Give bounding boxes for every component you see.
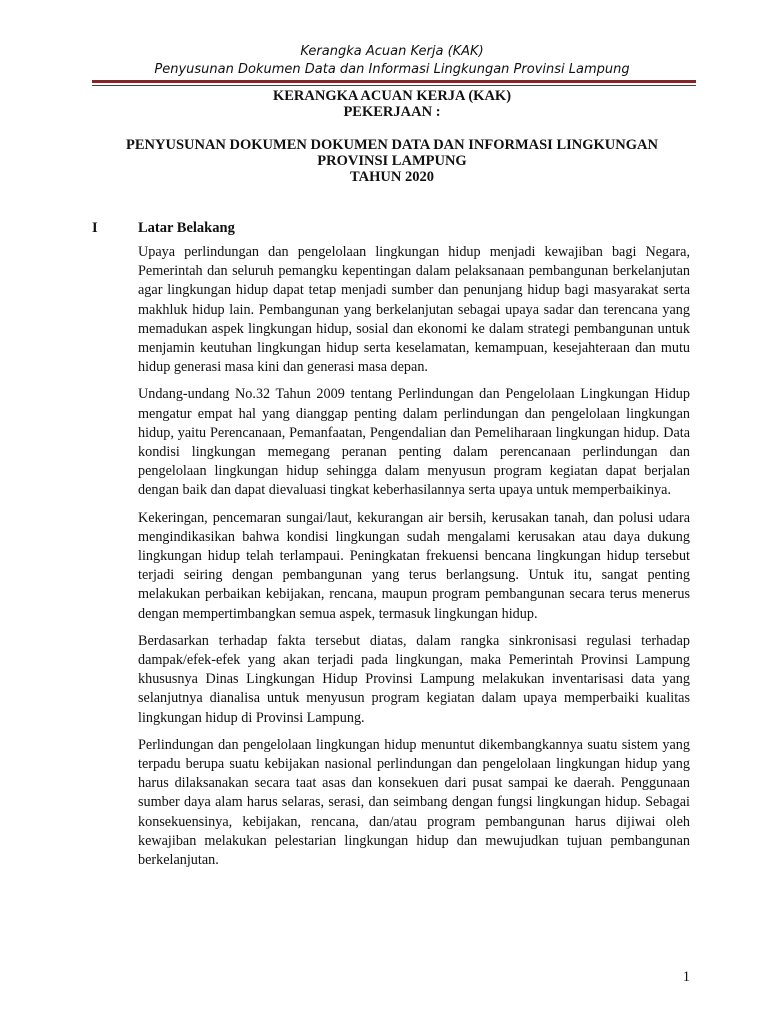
paragraph: Kekeringan, pencemaran sungai/laut, kekurangan air bersih, kerusakan tanah, dan polusi udara mengindikasikan bahwa kondisi lingkungan sudah mengalami kerusakan atau daya dukung lingkungan hidup telah terlampaui. Peningkatan frekuensi bencana lingkungan hidup tersebut terjadi seiring dengan pembangunan yang terus berlangsung. Untuk itu, sangat penting melakukan perbaikan kebijakan, rencana, maupun program pembangunan secara terus menerus dengan mempertimbangkan semua aspek, termasuk lingkungan hidup.: [138, 509, 690, 622]
document-title: [92, 88, 692, 185]
title-line2: PEKERJAAN :: [343, 104, 441, 120]
paragraph: Perlindungan dan pengelolaan lingkungan hidup menuntut dikembangkannya suatu sistem yang terpadu berupa suatu kebijakan nasional perlindungan dan pengelolaan lingkungan hidup yang harus dilaksanakan secara taat asas dan konsekuen dari pusat sampai ke daerah. Penggunaan sumber daya alam harus selaras, serasi, dan seimbang dengan fungsi lingkungan hidup. Sebagai konsekuensinya, kebijakan, rencana, dan/atau program pembangunan harus dijiwai oleh kewajiban melakukan pelestarian lingkungan hidup dan mewujudkan tujuan pembangunan berkelanjutan.: [138, 736, 690, 869]
title-line5: TAHUN 2020: [350, 169, 434, 185]
title-line3: PENYUSUNAN DOKUMEN DOKUMEN DATA DAN INFORMASI LINGKUNGAN: [126, 137, 658, 153]
title-line4: PROVINSI LAMPUNG: [317, 153, 467, 169]
section-number: I: [92, 220, 98, 236]
body-text: [138, 243, 690, 878]
running-header: [92, 43, 692, 79]
paragraph: Berdasarkan terhadap fakta tersebut diatas, dalam rangka sinkronisasi regulasi terhadap dampak/efek-efek yang akan terjadi pada lingkungan, maka Pemerintah Provinsi Lampung khususnya Dinas Lingkungan Hidup Provinsi Lampung melakukan inventarisasi data yang selanjutnya dianalisa untuk menyusun program kegiatan dalam upaya memperbaiki kualitas lingkungan hidup di Provinsi Lampung.: [138, 632, 690, 726]
section-title: Latar Belakang: [138, 220, 235, 236]
header-rule: [92, 80, 696, 86]
running-header-line1: Kerangka Acuan Kerja (KAK): [300, 44, 484, 59]
page-number: 1: [682, 969, 690, 985]
title-line1: KERANGKA ACUAN KERJA (KAK): [272, 88, 512, 104]
paragraph: Undang-undang No.32 Tahun 2009 tentang Perlindungan dan Pengelolaan Lingkungan Hidup mengatur empat hal yang dianggap penting dalam perlindungan dan pengelolaan lingkungan hidup, yaitu Perencanaan, Pemanfaatan, Pengendalian dan Pemeliharaan lingkungan hidup. Data kondisi lingkungan memegang peranan penting dalam perencanaan perlindungan dan pengelolaan lingkungan hidup sehingga dalam menyusun program kegiatan dapat berjalan dengan baik dan dapat dievaluasi tingkat keberhasilannya serta upaya untuk memperbaikinya.: [138, 386, 690, 499]
title-gap: [92, 120, 692, 137]
paragraph: Upaya perlindungan dan pengelolaan lingkungan hidup menjadi kewajiban bagi Negara, Pemerintah dan seluruh pemangku kepentingan dalam pelaksanaan pembangunan berkelanjutan agar lingkungan hidup dapat tetap menjadi sumber dan penunjang hidup bagi masyarakat serta makhluk hidup lain. Pembangunan yang berkelanjutan sebagai upaya sadar dan terencana yang memadukan aspek lingkungan hidup, sosial dan ekonomi ke dalam strategi pembangunan untuk menjamin keutuhan lingkungan hidup serta keselamatan, kemampuan, kesejahteraan dan mutu hidup generasi masa kini dan generasi masa depan.: [138, 244, 690, 376]
running-header-line2: Penyusunan Dokumen Data dan Informasi Lingkungan Provinsi Lampung: [154, 62, 630, 77]
